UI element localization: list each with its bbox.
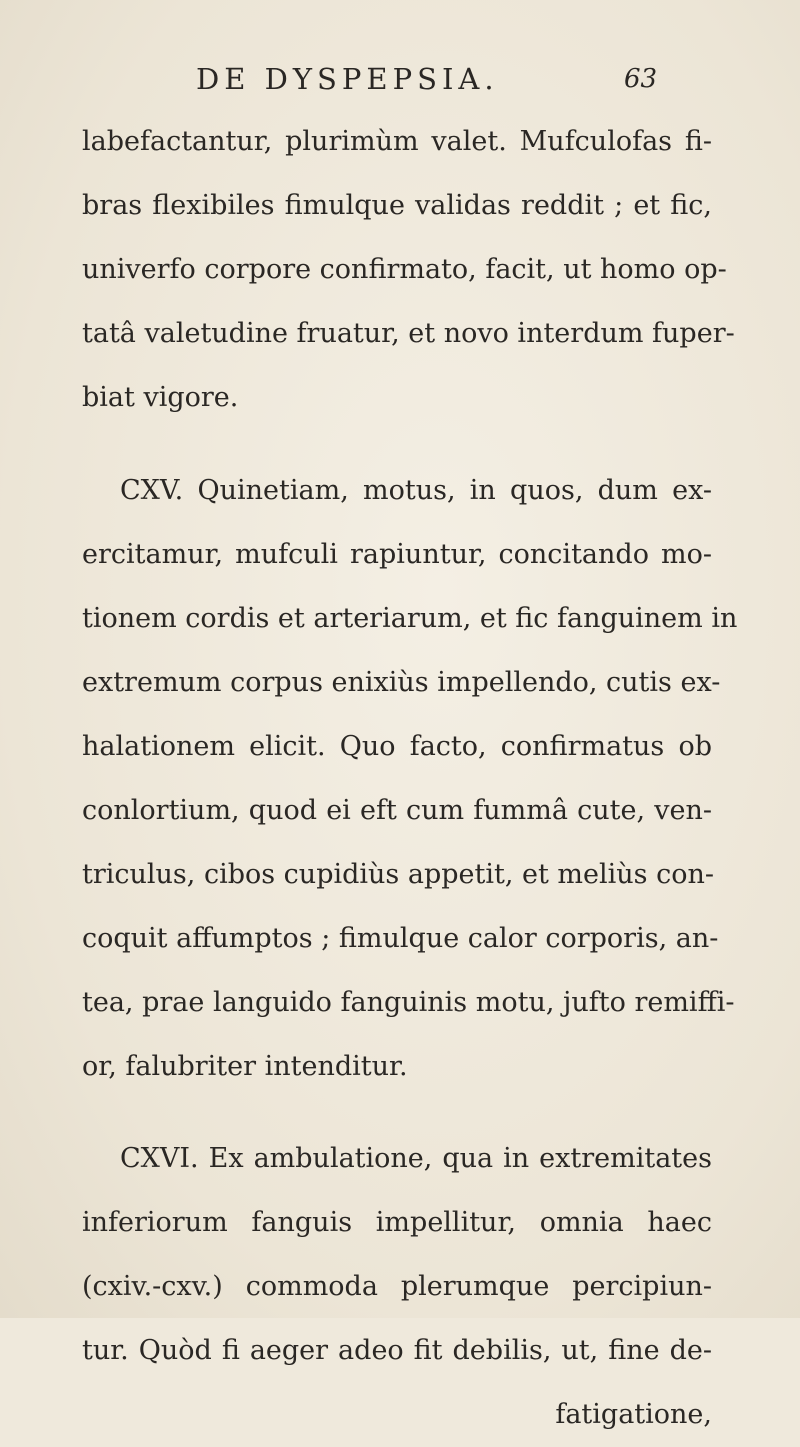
running-head — [0, 62, 800, 112]
page-number: 63 — [624, 64, 658, 94]
section-first-line: CXVI. Ex ambulatione, qua in extremitates — [120, 1143, 712, 1174]
text-line: bras flexibiles fimulque validas reddit ; et fic, — [82, 190, 712, 221]
text-line: univerfo corpore confirmato, facit, ut homo op- — [82, 254, 727, 285]
text-line: tur. Quòd fi aeger adeo fit debilis, ut, fine de- — [82, 1335, 712, 1366]
text-line: halationem elicit. Quo facto, confirmatus ob — [82, 731, 712, 762]
text-line: biat vigore. — [82, 382, 239, 413]
catchword-line: fatigatione, — [555, 1399, 712, 1430]
text-line: or, falubriter intenditur. — [82, 1051, 408, 1082]
text-line: tionem cordis et arteriarum, et fic fanguinem in — [82, 603, 738, 634]
running-title: DE DYSPEPSIA. — [196, 62, 499, 96]
text-line: (cxiv.-cxv.) commoda plerumque percipiun- — [82, 1271, 712, 1302]
text-line: labefactantur, plurimùm valet. Mufculofas fi- — [82, 126, 712, 157]
text-line: inferiorum fanguis impellitur, omnia haec — [82, 1207, 712, 1238]
section-first-line: CXV. Quinetiam, motus, in quos, dum ex- — [120, 475, 712, 506]
text-line: extremum corpus enixiùs impellendo, cutis ex- — [82, 667, 721, 698]
text-line: triculus, cibos cupidiùs appetit, et meliùs con- — [82, 859, 714, 890]
text-line: tatâ valetudine fruatur, et novo interdum fuper- — [82, 318, 735, 349]
text-line: ercitamur, mufculi rapiuntur, concitando mo- — [82, 539, 712, 570]
text-line: coquit affumptos ; fimulque calor corporis, an- — [82, 923, 719, 954]
text-line: conlortium, quod ei eft cum fummâ cute, ven- — [82, 795, 712, 826]
text-line: tea, prae languido fanguinis motu, jufto remiffi- — [82, 987, 735, 1018]
